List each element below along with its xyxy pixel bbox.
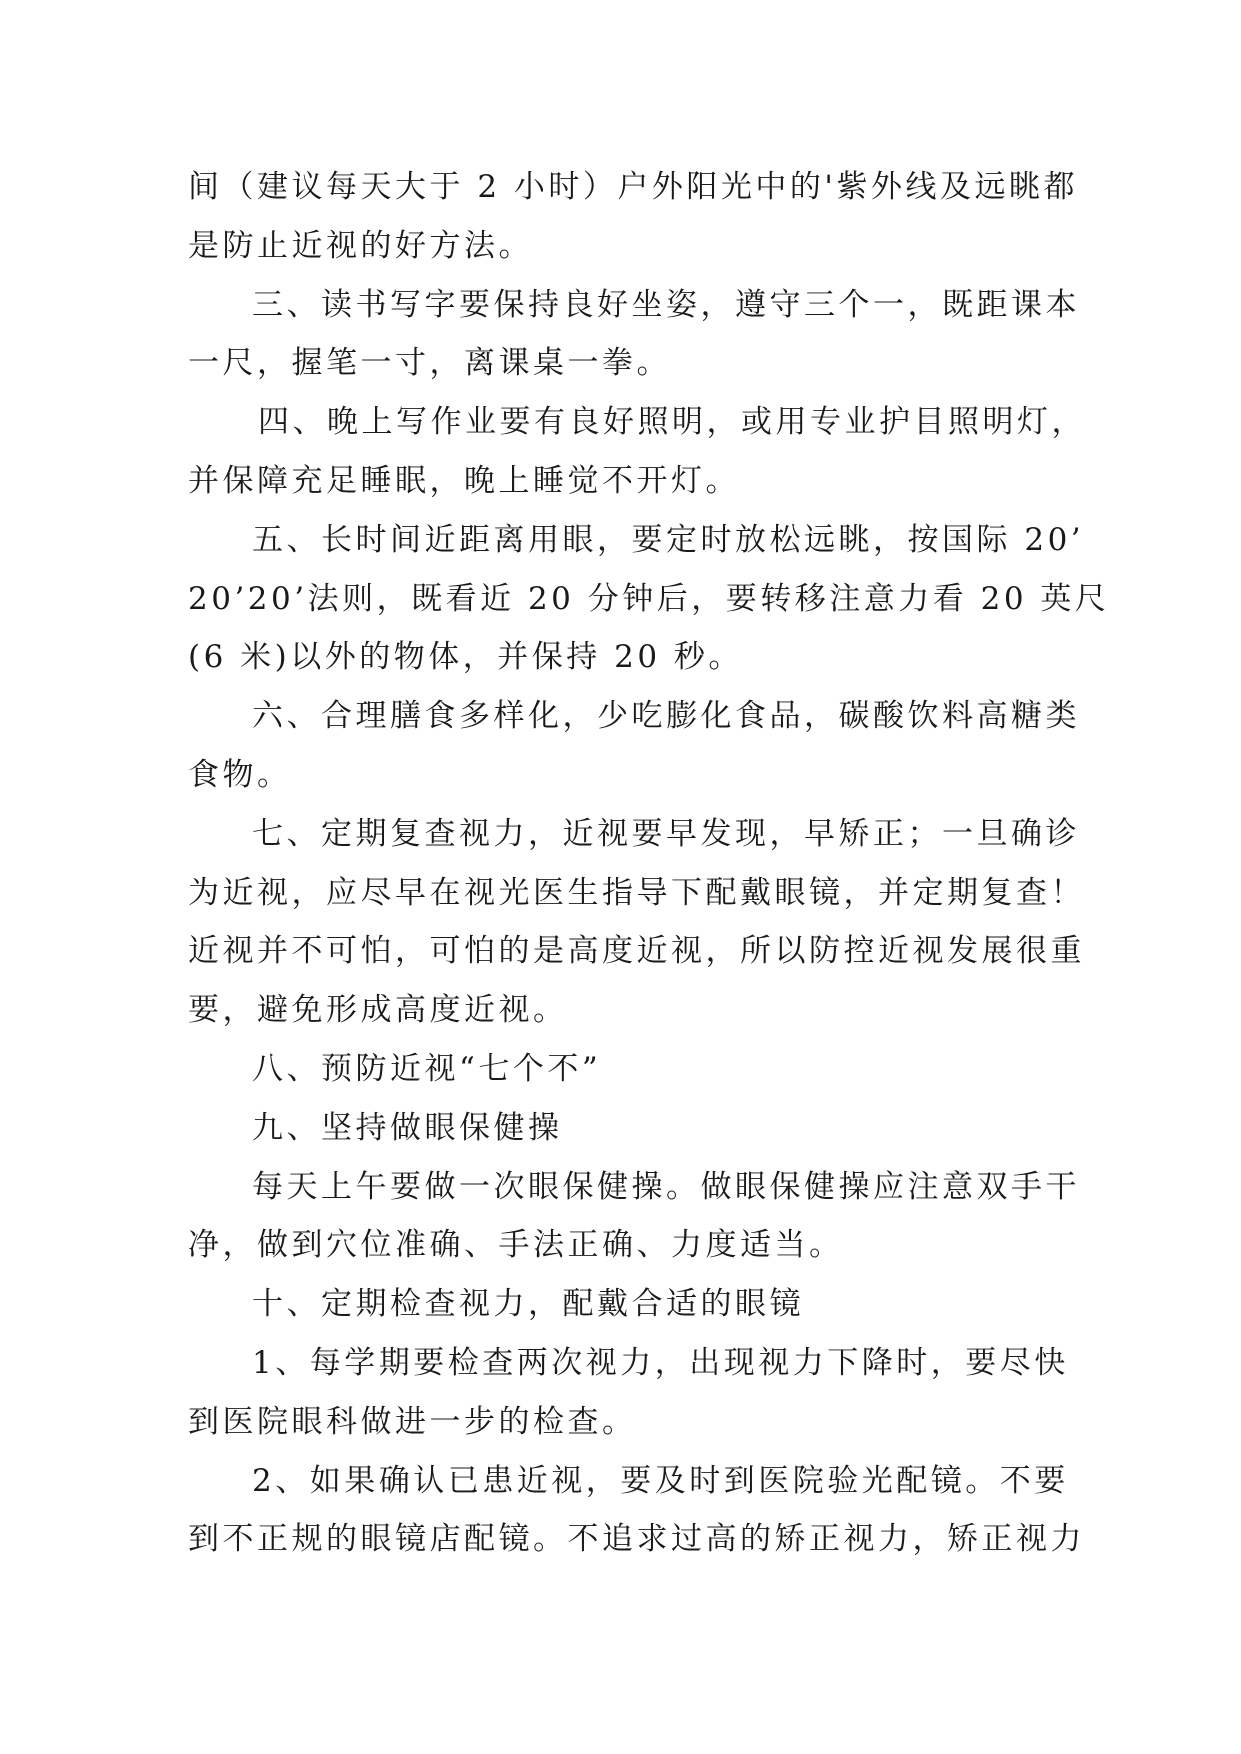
text-line: 五、长时间近距离用眼，要定时放松远眺，按国际 20’	[252, 521, 1085, 558]
text-line: 净，做到穴位准确、手法正确、力度适当。	[188, 1227, 844, 1264]
text-line: 近视并不可怕，可怕的是高度近视，所以防控近视发展很重	[188, 933, 1085, 970]
text-line: 七、定期复查视力，近视要早发现，早矫正；一旦确诊	[252, 815, 1080, 852]
text-line: 并保障充足睡眠，晚上睡觉不开灯。	[188, 462, 740, 499]
text-line: 十、定期检查视力，配戴合适的眼镜	[252, 1286, 804, 1323]
text-line: 1、每学期要检查两次视力，出现视力下降时，要尽快	[252, 1344, 1069, 1381]
text-line: 20’20’法则，既看近 20 分钟后，要转移注意力看 20 英尺	[188, 580, 1110, 617]
text-line: 间（建议每天大于 2 小时）户外阳光中的'紫外线及远眺都	[188, 169, 1078, 205]
document-body	[188, 158, 1110, 1569]
text-line: 六、合理膳食多样化，少吃膨化食品，碳酸饮料高糖类	[252, 698, 1080, 735]
text-line: 八、预防近视“七个不”	[252, 1050, 602, 1087]
text-line: 食物。	[188, 756, 292, 793]
text-line: 九、坚持做眼保健操	[252, 1109, 563, 1146]
text-line: 2、如果确认已患近视，要及时到医院验光配镜。不要	[252, 1462, 1069, 1499]
text-line: 三、读书写字要保持良好坐姿，遵守三个一，既距课本	[252, 286, 1080, 323]
text-line: 要，避免形成高度近视。	[188, 992, 568, 1029]
text-line: 一尺，握笔一寸，离课桌一拳。	[188, 345, 671, 382]
text-line: (6 米)以外的物体，并保持 20 秒。	[188, 639, 743, 676]
text-line: 为近视，应尽早在视光医生指导下配戴眼镜，并定期复查！	[188, 874, 1085, 911]
text-line: 四、晚上写作业要有良好照明，或用专业护目照明灯，	[258, 404, 1086, 441]
text-line: 到不正规的眼镜店配镜。不追求过高的矫正视力，矫正视力	[188, 1521, 1085, 1558]
text-line: 到医院眼科做进一步的检查。	[188, 1403, 637, 1440]
text-line: 每天上午要做一次眼保健操。做眼保健操应注意双手干	[252, 1168, 1080, 1205]
text-line: 是防止近视的好方法。	[188, 227, 533, 264]
